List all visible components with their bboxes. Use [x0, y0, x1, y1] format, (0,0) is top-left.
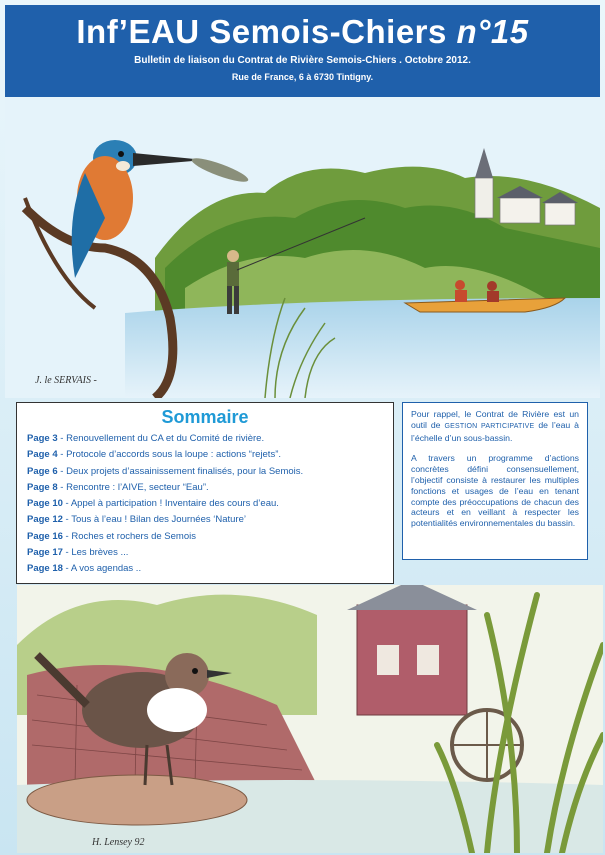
top-illustration-signature: J. le SERVAIS -: [35, 375, 97, 386]
toc-item-page-3[interactable]: Page 3 - Renouvellement du CA et du Comité de rivière.: [27, 433, 265, 444]
bottom-illustration-signature: H. Lensey 92: [92, 837, 145, 848]
sommaire-title: Sommaire: [161, 407, 249, 427]
toc-item-page-8[interactable]: Page 8 - Rencontre : l’AIVE, secteur “Eau”.: [27, 481, 209, 493]
toc-item-page-6[interactable]: Page 6 - Deux projets d’assainissement finalisés, pour la Semois.: [27, 465, 304, 477]
toc-item-page-18[interactable]: Page 18 - A vos agendas ..: [27, 563, 142, 575]
toc-item-page-10[interactable]: Page 10 - Appel à participation ! Inventaire des cours d’eau.: [27, 498, 279, 510]
toc-item-page-12[interactable]: Page 12 - Tous à l’eau ! Bilan des Journées ‘Nature’: [27, 514, 246, 526]
reminder-box: [402, 402, 588, 560]
header-banner: [5, 5, 600, 97]
kingfisher-river-illustration: [5, 98, 600, 398]
table-of-contents: [16, 402, 394, 584]
issue-number: n°15: [456, 13, 529, 50]
reminder-paragraph-1: Pour rappel, le Contrat de Rivière est un outil de GESTION PARTICIPATIVE de l’eau à l’échelle d’un sous-bassin.: [411, 409, 580, 443]
dipper-mill-illustration: [17, 585, 603, 853]
newsletter-address: Rue de France, 6 à 6730 Tintigny.: [231, 72, 374, 82]
toc-item-page-4[interactable]: Page 4 - Protocole d’accords sous la loupe : actions “rejets”.: [27, 449, 281, 461]
toc-list: [17, 431, 393, 578]
newsletter-title: Inf’EAU Semois-Chiers n°15: [76, 13, 529, 50]
reminder-paragraph-2: A travers un programme d’actions concrètes défini consensuellement, l’objectif consiste à restaurer les multiples fonctions et usages de l’eau en tenant compte des préoccupations de chacun des acteurs et en veillant à respecter les potentialités environnementales du bassin.: [411, 453, 579, 529]
toc-item-page-17[interactable]: Page 17 - Les brèves ...: [27, 547, 129, 559]
toc-item-page-16[interactable]: Page 16 - Roches et rochers de Semois: [27, 530, 196, 542]
newsletter-subtitle: Bulletin de liaison du Contrat de Rivière Semois-Chiers . Octobre 2012.: [134, 55, 471, 66]
